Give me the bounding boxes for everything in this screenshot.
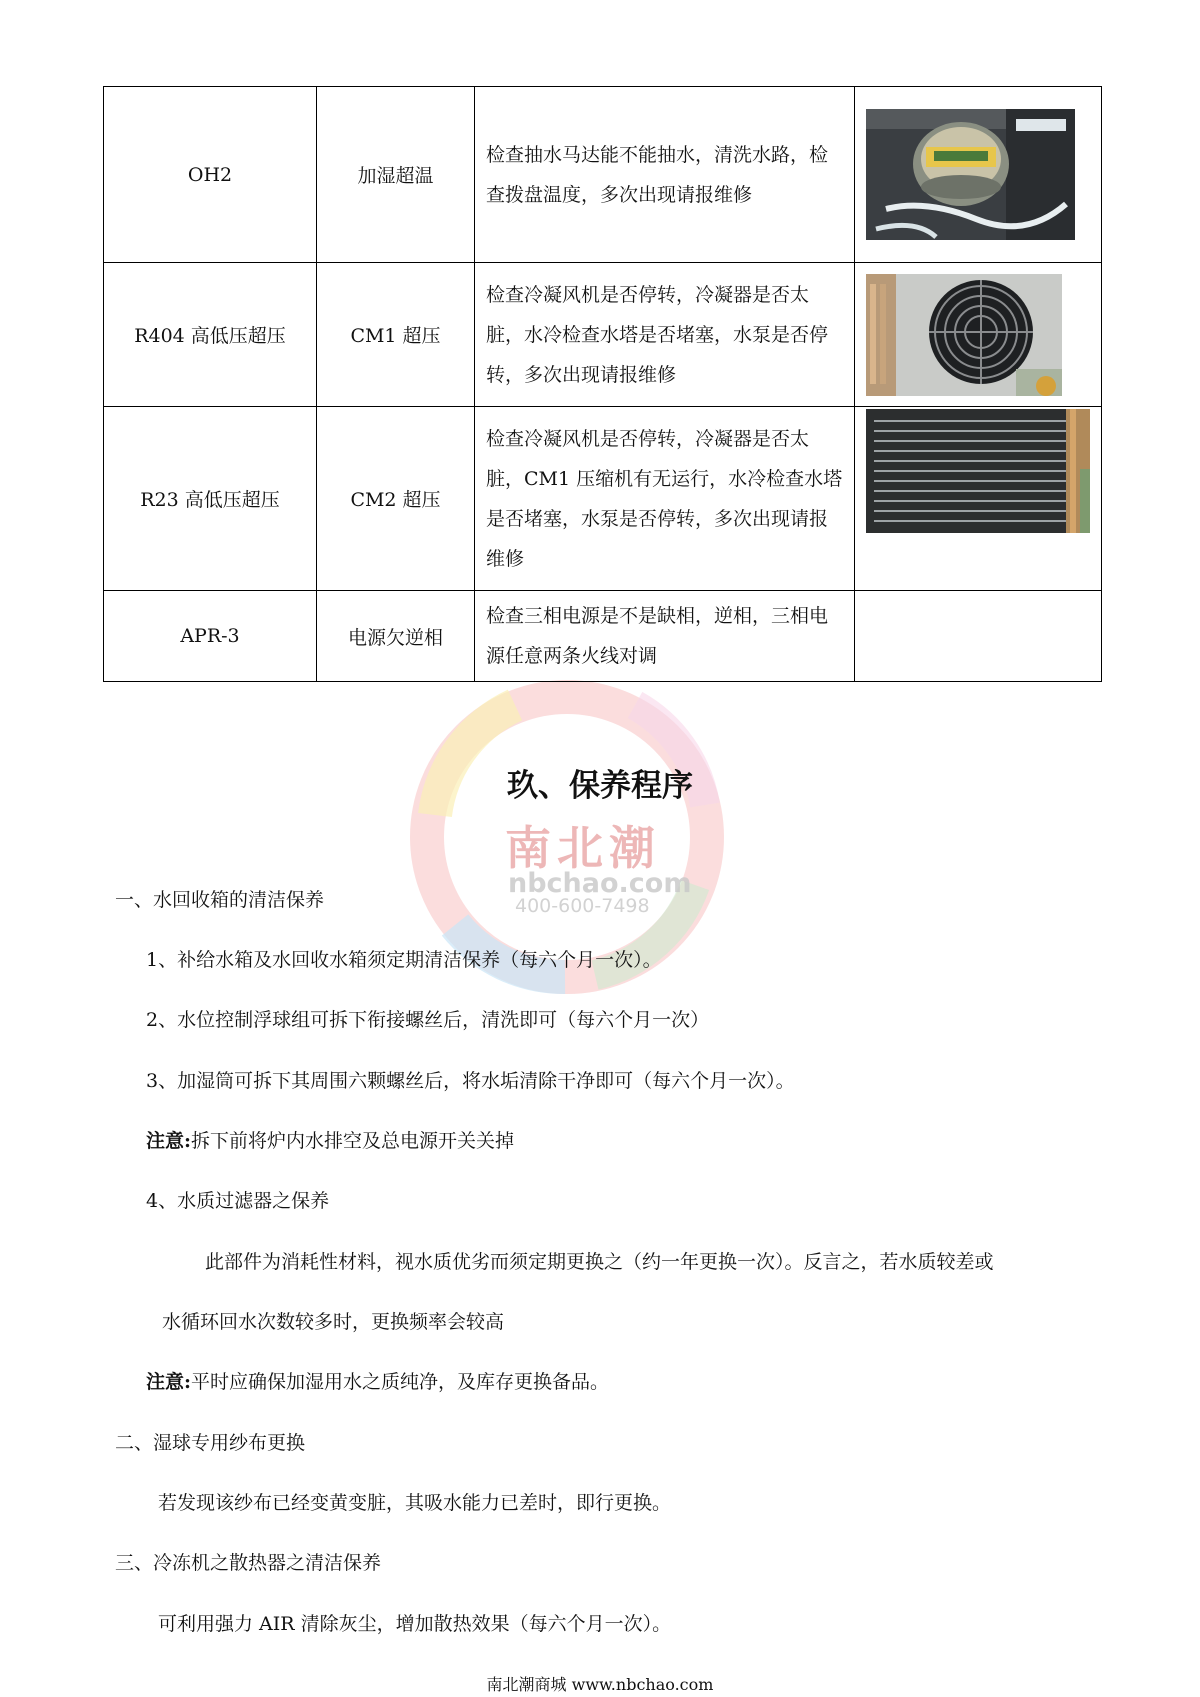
photo-cell bbox=[855, 407, 1102, 591]
fault-code: R23 高低压超压 bbox=[104, 407, 317, 591]
note-label: 注意: bbox=[146, 1371, 192, 1393]
condenser-fan-photo bbox=[866, 274, 1062, 396]
paragraph: 3、加湿筒可拆下其周围六颗螺丝后，将水垢清除干净即可（每六个月一次）。 bbox=[146, 1070, 795, 1092]
pump-motor-photo bbox=[866, 109, 1075, 240]
watermark-brand: 南北潮 bbox=[505, 821, 661, 875]
fault-action: 检查三相电源是不是缺相，逆相，三相电源任意两条火线对调 bbox=[475, 591, 855, 682]
heading-radiator: 三、冷冻机之散热器之清洁保养 bbox=[115, 1552, 382, 1574]
paragraph: 4、水质过滤器之保养 bbox=[146, 1190, 330, 1212]
fault-code: OH2 bbox=[104, 87, 317, 263]
table-row bbox=[104, 407, 1102, 591]
watermark-domain: nbchao.com bbox=[508, 868, 692, 899]
note-text: 拆下前将炉内水排空及总电源开关关掉 bbox=[191, 1130, 515, 1152]
fault-code: R404 高低压超压 bbox=[104, 263, 317, 407]
watermark-phone: 400-600-7498 bbox=[515, 895, 650, 917]
note bbox=[146, 1126, 514, 1153]
table-row bbox=[104, 263, 1102, 407]
paragraph: 此部件为消耗性材料，视水质优劣而须定期更换之（约一年更换一次）。反言之，若水质较差或 bbox=[205, 1251, 994, 1273]
fault-action: 检查抽水马达能不能抽水，清洗水路，检查拨盘温度，多次出现请报维修 bbox=[475, 87, 855, 263]
table-row bbox=[104, 591, 1102, 682]
photo-cell bbox=[855, 87, 1102, 263]
fault-action: 检查冷凝风机是否停转，冷凝器是否太脏，CM1 压缩机有无运行，水冷检查水塔是否堵塞，水泵是否停转，多次出现请报维修 bbox=[475, 407, 855, 591]
heading-wet-bulb: 二、湿球专用纱布更换 bbox=[115, 1432, 306, 1454]
photo-cell bbox=[855, 263, 1102, 407]
paragraph: 可利用强力 AIR 清除灰尘，增加散热效果（每六个月一次）。 bbox=[158, 1613, 672, 1635]
paragraph: 水循环回水次数较多时，更换频率会较高 bbox=[162, 1311, 505, 1333]
photo-cell bbox=[855, 591, 1102, 682]
page-title: 玖、保养程序 bbox=[507, 768, 693, 804]
paragraph: 若发现该纱布已经变黄变脏，其吸水能力已差时，即行更换。 bbox=[158, 1492, 672, 1514]
paragraph: 2、水位控制浮球组可拆下衔接螺丝后，清洗即可（每六个月一次） bbox=[146, 1009, 710, 1031]
fault-name: CM2 超压 bbox=[317, 407, 475, 591]
footer: 南北潮商城 www.nbchao.com bbox=[486, 1675, 714, 1694]
note bbox=[146, 1367, 609, 1394]
fault-name: 电源欠逆相 bbox=[317, 591, 475, 682]
fault-code: APR-3 bbox=[104, 591, 317, 682]
fault-name: 加湿超温 bbox=[317, 87, 475, 263]
note-text: 平时应确保加湿用水之质纯净，及库存更换备品。 bbox=[191, 1371, 610, 1393]
heading-water-tank: 一、水回收箱的清洁保养 bbox=[115, 889, 325, 911]
fault-table bbox=[103, 86, 1102, 682]
condenser-coil-photo bbox=[866, 409, 1090, 533]
fault-action: 检查冷凝风机是否停转，冷凝器是否太脏，水冷检查水塔是否堵塞，水泵是否停转，多次出现请报维修 bbox=[475, 263, 855, 407]
table-row bbox=[104, 87, 1102, 263]
paragraph: 1、补给水箱及水回收水箱须定期清洁保养（每六个月一次）。 bbox=[146, 949, 662, 971]
note-label: 注意: bbox=[146, 1130, 192, 1152]
fault-name: CM1 超压 bbox=[317, 263, 475, 407]
